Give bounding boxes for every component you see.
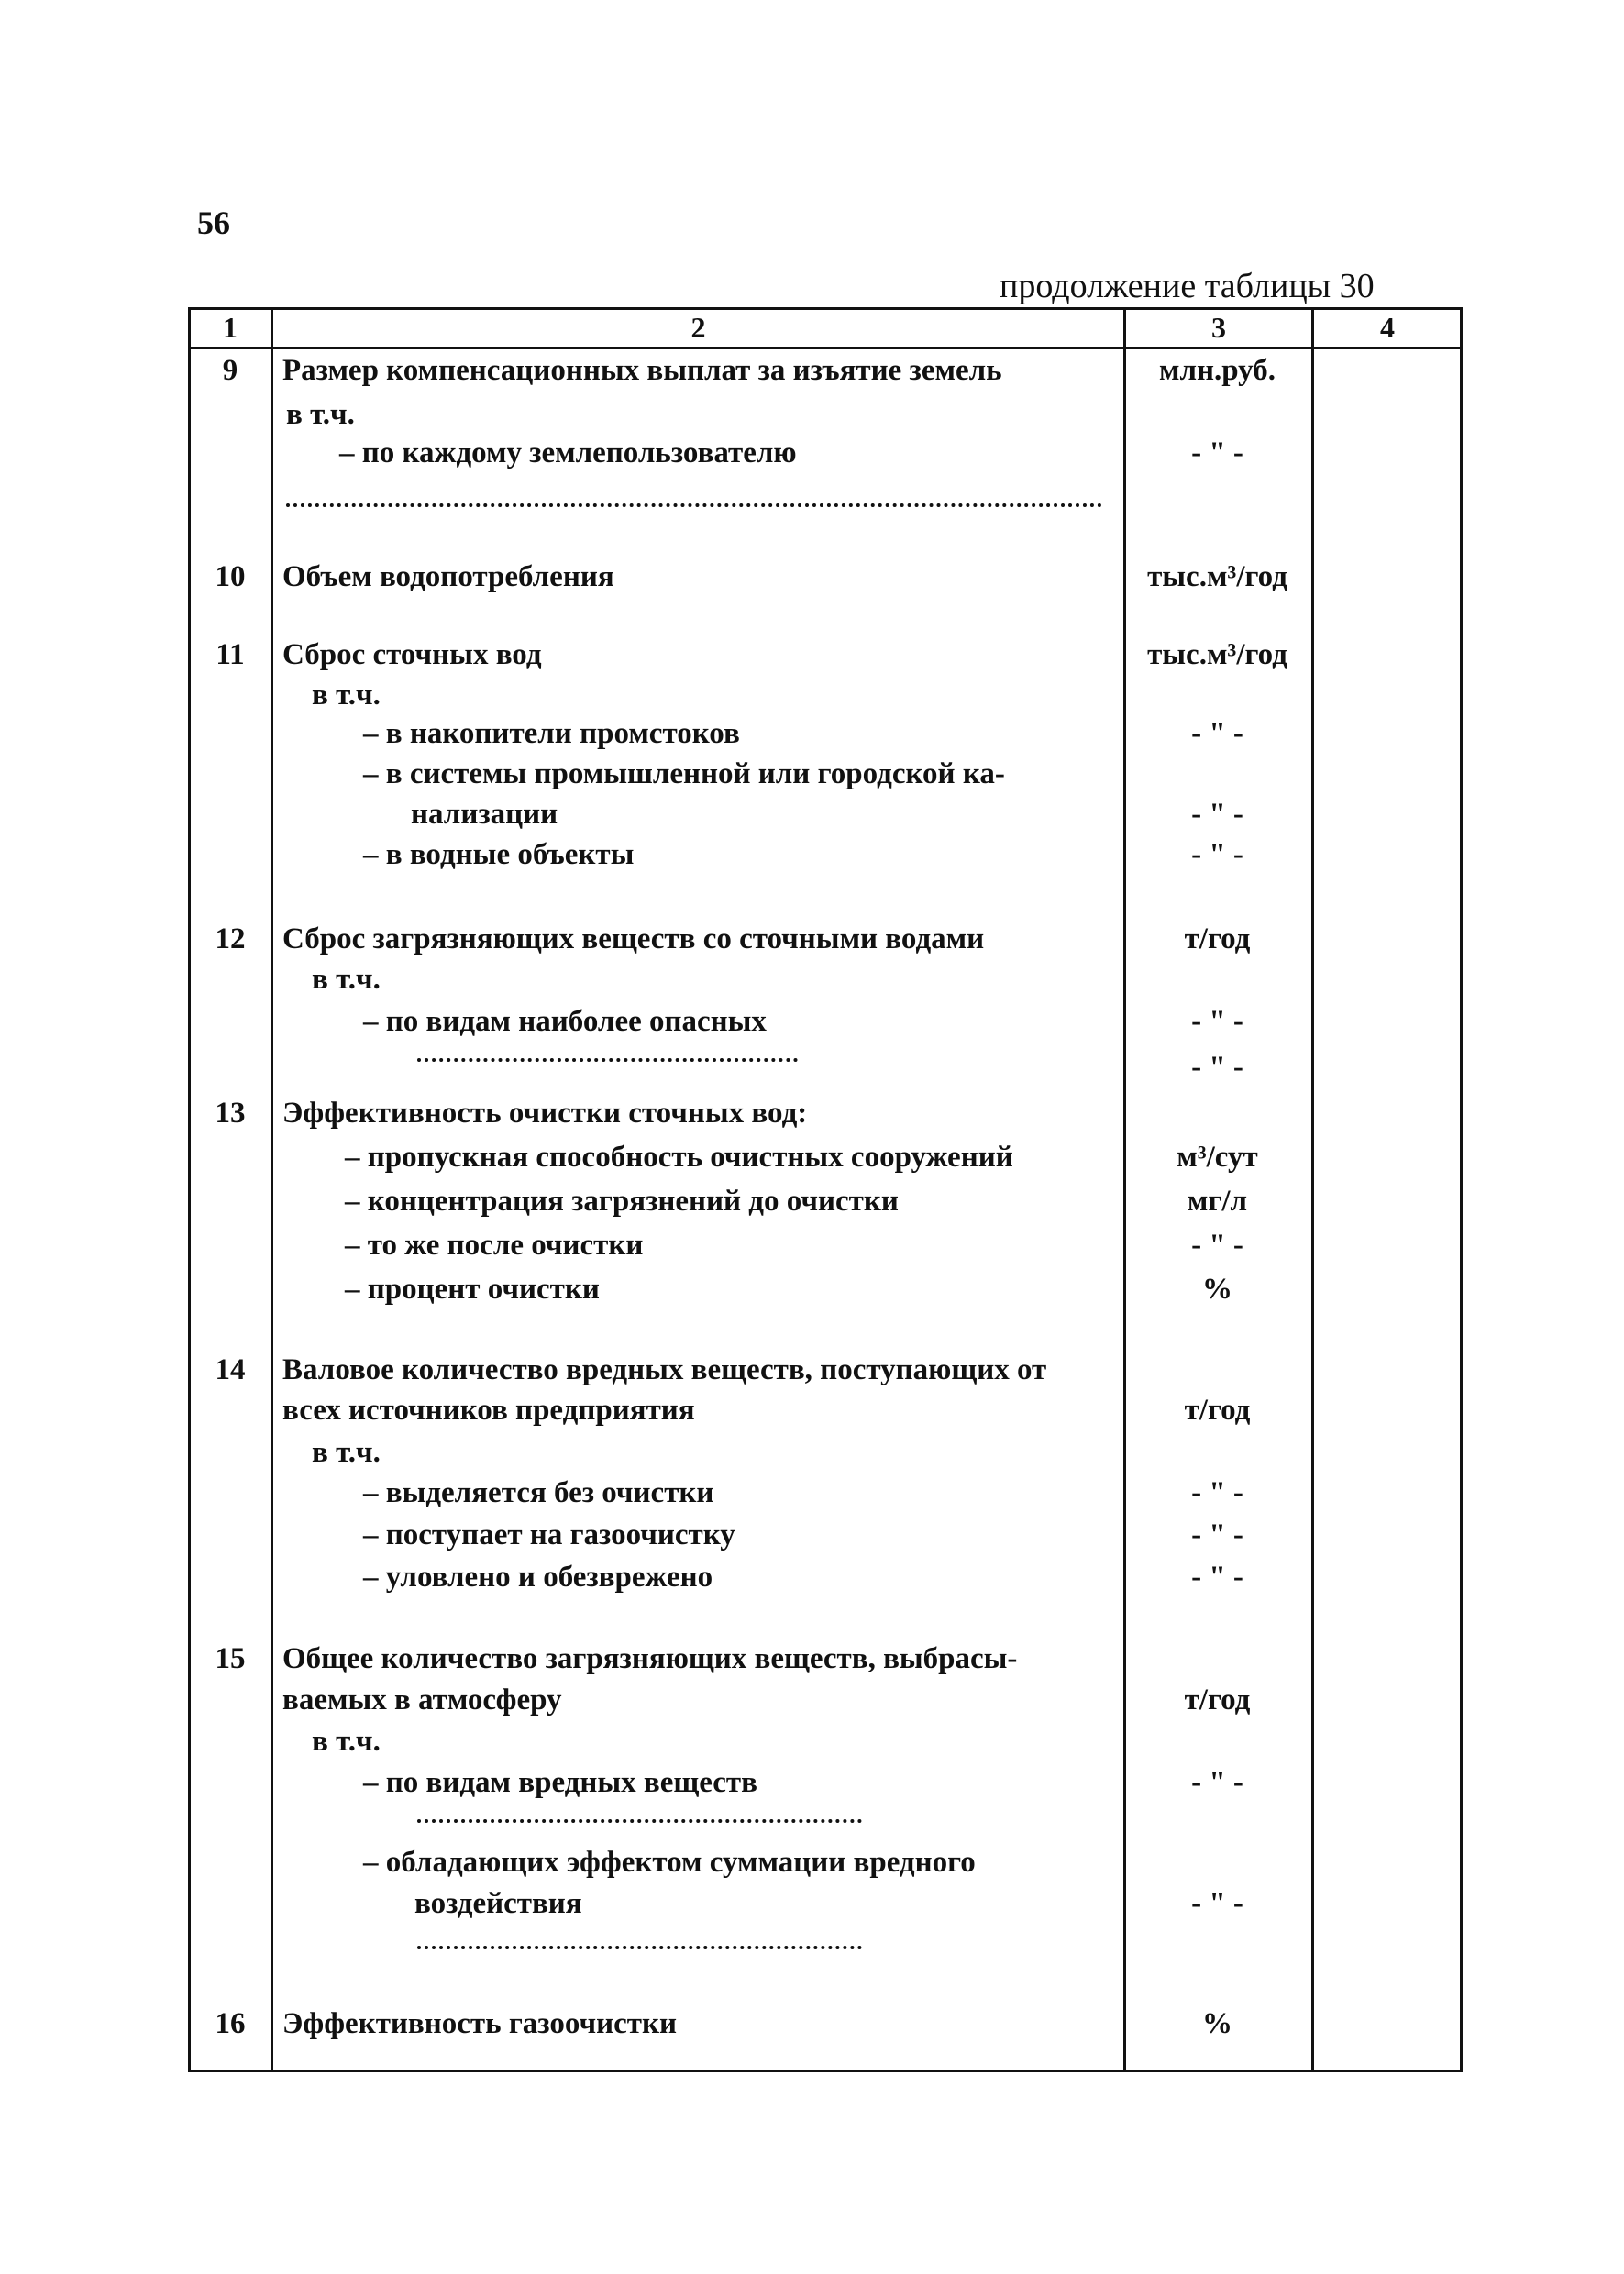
row-unit: %	[1202, 2007, 1232, 2040]
row-unit: т/год	[1184, 1683, 1251, 1717]
row-text: Общее количество загрязняющих веществ, выбрасы-	[282, 1642, 1018, 1675]
row-text: в т.ч.	[312, 679, 381, 712]
row-text: – уловлено и обезврежено	[363, 1561, 713, 1594]
header-col-2: 2	[690, 311, 706, 344]
row-unit: мг/л	[1187, 1185, 1248, 1218]
row-text: – в системы промышленной или городской ка-	[363, 757, 1005, 790]
row-unit: - " -	[1191, 1229, 1243, 1262]
page-number: 56	[197, 204, 230, 241]
row-unit: - " -	[1191, 1766, 1243, 1799]
row-text: – выделяется без очистки	[363, 1476, 714, 1509]
dotted-leader	[417, 1924, 862, 1949]
row-text: Эффективность очистки сточных вод:	[282, 1097, 808, 1130]
row-unit: м³/сут	[1177, 1141, 1258, 1174]
row-text: всех источников предприятия	[282, 1394, 695, 1427]
header-col-1: 1	[223, 311, 238, 344]
row-unit: - " -	[1191, 1476, 1243, 1509]
row-unit: - " -	[1191, 838, 1243, 871]
header-col-4: 4	[1380, 311, 1395, 344]
row-number: 10	[215, 560, 246, 593]
row-unit: - " -	[1191, 1051, 1243, 1084]
row-text: в т.ч.	[312, 963, 381, 996]
row-text: Объем водопотребления	[282, 560, 614, 593]
row-text: – по каждому землепользователю	[339, 436, 797, 469]
row-text: – поступает на газоочистку	[363, 1518, 735, 1551]
row-text: Сброс загрязняющих веществ со сточными водами	[282, 922, 985, 955]
column-divider	[1311, 307, 1314, 2072]
row-unit: - " -	[1191, 717, 1243, 750]
row-text: – то же после очистки	[345, 1229, 644, 1262]
header-col-3: 3	[1211, 311, 1226, 344]
row-unit: млн.руб.	[1159, 354, 1276, 387]
row-unit: тыс.м³/год	[1147, 638, 1287, 671]
row-text: Эффективность газоочистки	[282, 2007, 678, 2040]
row-number: 13	[215, 1097, 246, 1130]
row-unit: тыс.м³/год	[1147, 560, 1287, 593]
row-text: – в накопители промстоков	[363, 717, 740, 750]
dotted-leader	[286, 481, 1102, 507]
row-text: в т.ч.	[286, 398, 355, 431]
row-unit: %	[1202, 1273, 1232, 1306]
row-number: 11	[215, 638, 245, 671]
row-text: – по видам вредных веществ	[363, 1766, 757, 1799]
row-text: – пропускная способность очистных сооружений	[345, 1141, 1013, 1174]
row-text: Размер компенсационных выплат за изъятие земель	[282, 354, 1002, 387]
row-unit: т/год	[1184, 922, 1251, 955]
dotted-leader	[417, 1797, 862, 1823]
row-text: в т.ч.	[312, 1725, 381, 1758]
row-text: – по видам наиболее опасных	[363, 1005, 767, 1038]
row-text: ваемых в атмосферу	[282, 1683, 562, 1717]
row-text: в т.ч.	[312, 1436, 381, 1469]
row-number: 9	[222, 354, 238, 387]
row-unit: - " -	[1191, 436, 1243, 469]
row-unit: - " -	[1191, 798, 1243, 831]
row-text: нализации	[411, 798, 558, 831]
row-text: – в водные объекты	[363, 838, 635, 871]
row-text: – обладающих эффектом суммации вредного	[363, 1846, 976, 1879]
row-text: воздействия	[414, 1887, 582, 1920]
dotted-leader	[417, 1036, 798, 1062]
row-number: 16	[215, 2007, 246, 2040]
column-divider	[271, 307, 273, 2072]
row-unit: т/год	[1184, 1394, 1251, 1427]
row-text: – концентрация загрязнений до очистки	[345, 1185, 899, 1218]
row-unit: - " -	[1191, 1887, 1243, 1920]
row-number: 12	[215, 922, 246, 955]
row-unit: - " -	[1191, 1518, 1243, 1551]
row-number: 14	[215, 1353, 246, 1386]
row-text: Сброс сточных вод	[282, 638, 542, 671]
row-unit: - " -	[1191, 1561, 1243, 1594]
row-text: Валовое количество вредных веществ, поступающих от	[282, 1353, 1047, 1386]
row-unit: - " -	[1191, 1005, 1243, 1038]
row-number: 15	[215, 1642, 246, 1675]
table-caption: продолжение таблицы 30	[1000, 267, 1375, 305]
row-text: – процент очистки	[345, 1273, 600, 1306]
